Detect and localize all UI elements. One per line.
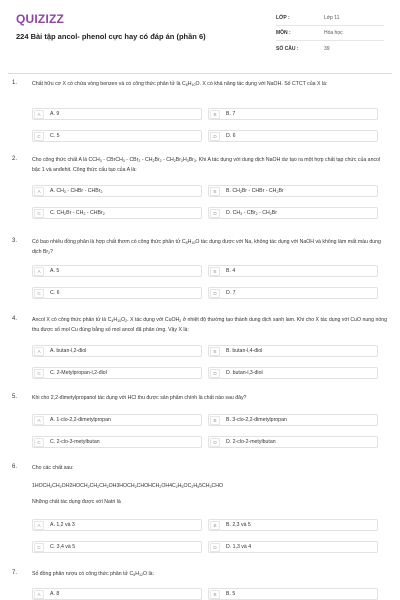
option-letter: C (34, 438, 44, 447)
option-text: A. 9 (50, 111, 60, 117)
question-number: 1. (12, 80, 18, 86)
question-compounds-line: $1HOCH_2CH_2OH2HOCH_2CH_2CH_2OH3HOCH_2CHOHCH_2OH4C_2H_5OC_2H_55CH_3CHO$ (32, 483, 223, 489)
option-c[interactable] (32, 367, 202, 379)
question-text: Chất hữu cơ X có chứa vòng benzen và có công thức phân tử là $C_8H_{10}O$. X có khả năng tác dụng với NaOH. Số CTCT của X là: (32, 81, 328, 87)
option-text: D. 2-clo-2-metylbutan (226, 439, 276, 445)
option-letter: B (210, 347, 220, 356)
option-a[interactable] (32, 185, 202, 197)
option-a[interactable] (32, 588, 202, 600)
option-letter: B (210, 110, 220, 119)
option-letter: D (210, 132, 220, 141)
question-text: Ancol X có công thức phân tử là $C_4H_{10}O_2$. X tác dụng với CuOH$_2$ ở nhiệt độ thường tạo thành dung dịch xanh lam. Khi cho X tác dụng với CuO nung nóng thu được số mol Cu đúng bằng số mol ancol đã phản ứng. Vậy X là: (32, 317, 388, 333)
option-text: D. 7 (226, 290, 236, 296)
meta-value: Hóa học (324, 30, 343, 36)
option-text: A. 8 (50, 591, 60, 597)
option-letter: D (210, 209, 220, 218)
option-a[interactable] (32, 519, 202, 531)
option-b[interactable] (208, 185, 378, 197)
option-text: C. $CH_2Br - CH_2$ - CHBr$_2$ (50, 210, 105, 216)
option-letter: C (34, 369, 44, 378)
option-text: B. $CH_2Br$ - CHBr - $CH_2Br$ (226, 188, 284, 194)
option-d[interactable] (208, 436, 378, 448)
meta-value: Lớp 11 (324, 15, 340, 21)
meta-row-question-count (276, 41, 384, 56)
option-text: B. 5 (226, 591, 236, 597)
option-letter: D (210, 369, 220, 378)
option-letter: C (34, 289, 44, 298)
worksheet-header (0, 0, 400, 68)
meta-label: LỚP : (276, 15, 290, 21)
question-number: 5. (12, 394, 18, 400)
meta-value: 39 (324, 45, 330, 52)
question-number: 7. (12, 570, 18, 576)
option-d[interactable] (208, 207, 378, 219)
meta-row-subject (276, 26, 384, 41)
option-text: D. butan-l,3-điol (226, 370, 263, 376)
option-letter: B (210, 416, 220, 425)
option-d[interactable] (208, 130, 378, 142)
worksheet-title: 224 Bài tập ancol- phenol cực hay có đáp án (phần 6) (16, 32, 206, 41)
option-letter: A (34, 590, 44, 599)
option-text: D. $CH_3 - CBr_2 - CH_2Br$ (226, 210, 277, 216)
option-text: A. 1,2 và 3 (50, 522, 75, 528)
option-text: B. 7 (226, 111, 236, 117)
option-text: B. 2,3 và 5 (226, 522, 251, 528)
option-letter: A (34, 187, 44, 196)
question-text: Có bao nhiêu đồng phân là hợp chất thơm có công thức phân tử $C_8H_{10}O$ tác dụng được với Na, không tác dụng với NaOH và không làm mất màu dung dịch $Br_2$? (32, 239, 381, 255)
option-text: C. 6 (50, 290, 60, 296)
option-b[interactable] (208, 588, 378, 600)
question-text: Cho các chất sau: (32, 465, 74, 471)
option-text: A. $CH_3$ - CHBr - CHBr$_2$ (50, 188, 103, 194)
worksheet-meta (276, 11, 384, 56)
question-number: 6. (12, 464, 18, 470)
option-a[interactable] (32, 414, 202, 426)
question-number: 2. (12, 156, 18, 162)
option-text: A. butan-l,2-điol (50, 348, 87, 354)
question-number: 3. (12, 238, 18, 244)
option-text: A. 5 (50, 268, 60, 274)
option-letter: A (34, 347, 44, 356)
option-text: C. 5 (50, 133, 60, 139)
option-letter: D (210, 289, 220, 298)
option-d[interactable] (208, 287, 378, 299)
option-letter: C (34, 209, 44, 218)
option-letter: B (210, 187, 220, 196)
option-text: D. 1,3 và 4 (226, 544, 252, 550)
option-text: A. 1-clo-2,2-đimetylpropan (50, 417, 111, 423)
option-text: B. 4 (226, 268, 236, 274)
option-letter: A (34, 267, 44, 276)
option-b[interactable] (208, 414, 378, 426)
option-text: C. 3,4 và 5 (50, 544, 76, 550)
option-text: B. 3-clo-2,2-đimetylpropan (226, 417, 287, 423)
header-divider (8, 73, 392, 74)
option-b[interactable] (208, 108, 378, 120)
question-text: Cho công thức chất A là $CCH_3$ - CBrCH$_3$ - $CBr_2 - CH_2Br_2 - CH_2Br_2H_3Br_3$. Khi A tác dụng với dung dịch NaOH dư tạo ra một hợp chất tạp chức của ancol bậc 1 và anđehit. Công thức cấu tạo của A là: (32, 157, 381, 173)
meta-label: SỐ CÂU : (276, 45, 299, 52)
meta-label: MÔN : (276, 30, 291, 36)
option-b[interactable] (208, 519, 378, 531)
option-letter: D (210, 543, 220, 552)
option-b[interactable] (208, 345, 378, 357)
question-prompt-line: Những chất tác dụng được với Natri là (32, 499, 121, 505)
option-letter: B (210, 590, 220, 599)
option-a[interactable] (32, 345, 202, 357)
option-letter: A (34, 521, 44, 530)
option-text: C. 2-Metylpropan-l,2-điol (50, 370, 107, 376)
option-text: D. 6 (226, 133, 236, 139)
option-text: C. 2-clo-3-metylbutan (50, 439, 100, 445)
question-text: Số đồng phân rượu có công thức phân tử $C_5H_{12}O$ là: (32, 571, 154, 577)
option-d[interactable] (208, 367, 378, 379)
question-number: 4. (12, 316, 18, 322)
option-text: B. butan-l,4-điol (226, 348, 263, 354)
option-c[interactable] (32, 287, 202, 299)
option-a[interactable] (32, 265, 202, 277)
option-c[interactable] (32, 436, 202, 448)
option-letter: A (34, 416, 44, 425)
option-letter: B (210, 521, 220, 530)
option-b[interactable] (208, 265, 378, 277)
meta-row-class (276, 11, 384, 26)
option-letter: C (34, 132, 44, 141)
option-c[interactable] (32, 207, 202, 219)
option-letter: D (210, 438, 220, 447)
option-d[interactable] (208, 541, 378, 553)
option-letter: C (34, 543, 44, 552)
option-c[interactable] (32, 130, 202, 142)
option-letter: B (210, 267, 220, 276)
quizizz-logo: QUIZIZZ (16, 12, 65, 26)
option-c[interactable] (32, 541, 202, 553)
question-text: Khi cho 2,2-đimetylpropanol tác dụng với HCl thu được sản phẩm chính là chất nào sau đây? (32, 395, 247, 401)
option-letter: A (34, 110, 44, 119)
option-a[interactable] (32, 108, 202, 120)
